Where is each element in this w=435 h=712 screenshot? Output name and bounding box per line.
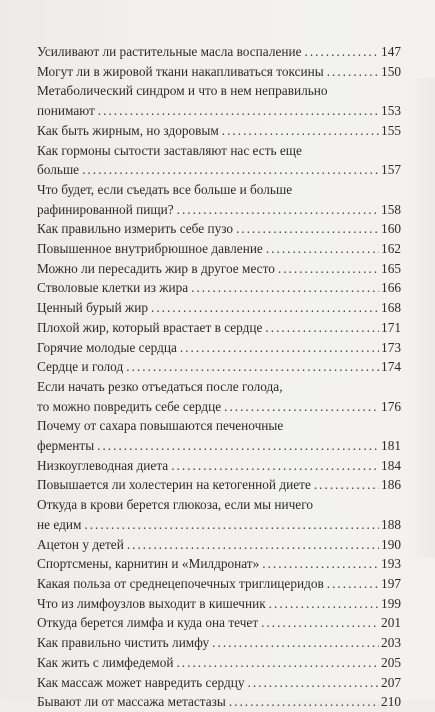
toc-entry-title: Что из лимфоузлов выходит в кишечник — [37, 595, 266, 611]
toc-entry-page-number: 150 — [381, 63, 401, 79]
toc-entry-title-line: Если начать резко отъедаться после голода, — [37, 378, 283, 394]
dot-leader — [97, 436, 379, 456]
dot-leader — [262, 554, 379, 574]
toc-entry-page-number: 199 — [381, 595, 401, 611]
toc-entry-title-line: понимают — [37, 103, 95, 119]
toc-entry — [37, 357, 401, 377]
toc-entry — [37, 633, 401, 653]
dot-leader — [327, 62, 379, 82]
toc-entry-title-line: ферменты — [37, 438, 95, 454]
toc-entry-page-number: 158 — [381, 201, 401, 217]
toc-entry — [37, 574, 401, 594]
toc-entry-page-number: 174 — [381, 359, 401, 375]
toc-entry-page-number: 184 — [381, 457, 401, 473]
toc-entry-title: Можно ли пересадить жир в другое место — [37, 260, 275, 276]
toc-entry — [37, 475, 401, 495]
toc-entry-title-line: рафинированной пищи? — [37, 201, 174, 217]
toc-entry-page-number: 205 — [381, 654, 401, 670]
toc-entry — [37, 338, 401, 358]
toc-entry — [37, 219, 401, 239]
toc-entry — [37, 278, 401, 298]
toc-entry-title: Какая польза от среднецепочечных триглицеридов — [37, 575, 324, 591]
toc-entry-title: Повышается ли холестерин на кетогенной диете — [37, 477, 311, 493]
toc-entry-title: Спортсмены, карнитин и «Милдронат» — [37, 556, 260, 572]
toc-entry-title: Могут ли в жировой ткани накапливаться токсины — [37, 63, 324, 79]
toc-entry-page-number: 166 — [381, 280, 401, 296]
toc-entry — [37, 298, 401, 318]
toc-entry-title: Откуда берется лимфа и куда она течет — [37, 615, 259, 631]
toc-entry — [37, 377, 401, 416]
toc-entry-page-number: 157 — [381, 162, 401, 178]
toc-entry-title: Как массаж может навредить сердцу — [37, 674, 245, 690]
toc-entry-title: Как правильно измерить себе пузо — [37, 221, 234, 237]
dot-leader — [269, 594, 379, 614]
toc-entry-title: Ценный бурый жир — [37, 300, 148, 316]
toc-entry-page-number: 197 — [381, 575, 401, 591]
table-of-contents — [37, 42, 401, 712]
dot-leader — [305, 42, 380, 62]
toc-entry-title: Как жить с лимфедемой — [37, 654, 174, 670]
toc-entry-title: Усиливают ли растительные масла воспаление — [37, 44, 302, 59]
dot-leader — [84, 515, 379, 535]
toc-entry-page-number: 193 — [381, 556, 401, 572]
toc-entry — [37, 81, 401, 120]
toc-entry-title: Как правильно чистить лимфу — [37, 635, 210, 651]
toc-entry — [37, 239, 401, 259]
toc-entry — [37, 653, 401, 673]
dot-leader — [151, 298, 379, 318]
toc-entry-title-line: Откуда в крови берется глюкоза, если мы ничего — [37, 497, 313, 513]
dot-leader — [180, 338, 379, 358]
dot-leader — [177, 200, 379, 220]
facing-page-bleed — [407, 78, 435, 558]
toc-entry-title-line: Метаболический синдром и что в нем неправильно — [37, 83, 328, 99]
toc-entry — [37, 613, 401, 633]
toc-entry-title: Стволовые клетки из жира — [37, 280, 189, 296]
toc-entry-title: Повышенное внутрибрюшное давление — [37, 241, 263, 257]
toc-entry-page-number: 190 — [381, 536, 401, 552]
toc-entry-page-number: 155 — [381, 122, 401, 138]
toc-entry-page-number: 147 — [381, 44, 401, 59]
toc-entry-page-number: 207 — [381, 674, 401, 690]
dot-leader — [224, 397, 379, 417]
toc-entry-title-line: Почему от сахара повышаются печеночные — [37, 418, 284, 434]
dot-leader — [127, 535, 379, 555]
dot-leader — [191, 278, 379, 298]
dot-leader — [248, 673, 380, 693]
toc-entry-page-number: 176 — [381, 398, 401, 414]
toc-entry-page-number: 188 — [381, 516, 401, 532]
toc-entry-title: Сердце и голод — [37, 359, 124, 375]
toc-entry-page-number: 160 — [381, 221, 401, 237]
dot-leader — [314, 475, 379, 495]
toc-entry-page-number: 186 — [381, 477, 401, 493]
dot-leader — [212, 633, 379, 653]
dot-leader — [278, 259, 379, 279]
toc-entry — [37, 535, 401, 555]
toc-entry-title-line: то можно повредить себе сердце — [37, 398, 222, 414]
toc-entry-page-number: 165 — [381, 260, 401, 276]
toc-entry — [37, 259, 401, 279]
toc-entry-title: Ацетон у детей — [37, 536, 124, 552]
toc-entry-title: Плохой жир, который врастает в сердце — [37, 319, 263, 335]
dot-leader — [82, 160, 379, 180]
toc-entry — [37, 594, 401, 614]
toc-entry-title-line: Что будет, если съедать все больше и больше — [37, 181, 293, 197]
toc-entry — [37, 416, 401, 455]
dot-leader — [176, 653, 379, 673]
dot-leader — [171, 456, 379, 476]
toc-entry — [37, 121, 401, 141]
toc-entry — [37, 692, 401, 712]
toc-entry-title-line: не едим — [37, 516, 82, 532]
toc-entry-page-number: 153 — [381, 103, 401, 119]
dot-leader — [229, 692, 379, 712]
dot-leader — [126, 357, 379, 377]
dot-leader — [265, 318, 379, 338]
toc-entry — [37, 456, 401, 476]
toc-entry-page-number: 181 — [381, 438, 401, 454]
toc-entry — [37, 673, 401, 693]
toc-entry-title: Низкоуглеводная диета — [37, 457, 169, 473]
toc-entry-page-number: 173 — [381, 339, 401, 355]
toc-entry-title: Бывают ли от массажа метастазы — [37, 694, 226, 710]
toc-entry — [37, 141, 401, 180]
toc-entry-page-number: 210 — [381, 694, 401, 710]
dot-leader — [222, 121, 379, 141]
toc-entry — [37, 180, 401, 219]
dot-leader — [98, 101, 379, 121]
toc-entry — [37, 554, 401, 574]
toc-entry-page-number: 201 — [381, 615, 401, 631]
toc-entry-page-number: 171 — [381, 319, 401, 335]
dot-leader — [236, 219, 379, 239]
toc-entry — [37, 318, 401, 338]
toc-entry-page-number: 162 — [381, 241, 401, 257]
toc-entry — [37, 62, 401, 82]
dot-leader — [261, 613, 379, 633]
toc-entry-title: Горячие молодые сердца — [37, 339, 177, 355]
toc-entry-page-number: 168 — [381, 300, 401, 316]
toc-entry-page-number: 203 — [381, 635, 401, 651]
dot-leader — [266, 239, 379, 259]
toc-entry — [37, 42, 401, 62]
toc-entry-title-line: Как гормоны сытости заставляют нас есть еще — [37, 142, 302, 158]
toc-entry — [37, 495, 401, 534]
dot-leader — [327, 574, 379, 594]
toc-entry-title-line: больше — [37, 162, 80, 178]
toc-entry-title: Как быть жирным, но здоровым — [37, 122, 219, 138]
